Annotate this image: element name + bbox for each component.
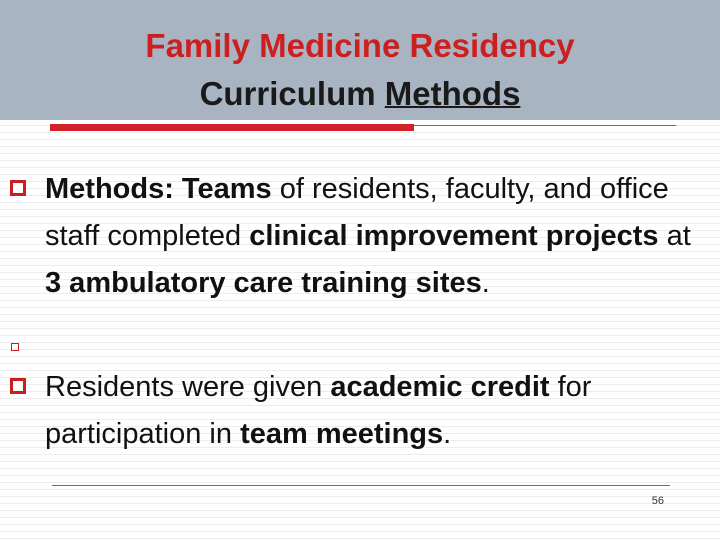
bullet-text-2 <box>45 364 705 458</box>
slide-title-line2 <box>0 75 720 113</box>
bullet-text-1 <box>45 166 705 307</box>
bullet1-segment: 3 ambulatory care training sites <box>45 267 482 299</box>
bullet1-segment: of residents, faculty, and office staff completed <box>45 173 669 252</box>
bullet1-segment: clinical improvement projects <box>249 220 659 252</box>
checkbox-bullet-icon <box>10 378 26 394</box>
title-text-plain: Curriculum <box>199 75 385 112</box>
bullet1-segment: . <box>481 267 490 299</box>
bullet1-segment: Methods: Teams <box>45 173 272 205</box>
title-rule-line <box>414 125 676 126</box>
page-number: 56 <box>651 495 664 507</box>
bullet2-segment: . <box>443 418 452 450</box>
bullet2-segment: academic credit <box>330 371 550 403</box>
bullet2-segment: Residents were given <box>45 371 331 403</box>
title-accent-bar <box>50 124 414 131</box>
bullet2-segment: team meetings <box>240 418 444 450</box>
footer-rule-line <box>52 485 670 486</box>
checkbox-bullet-icon <box>10 180 26 196</box>
title-text-underlined: Methods <box>384 75 521 112</box>
slide-title-line1: Family Medicine Residency <box>145 27 575 64</box>
bullet2-segment: for participation in <box>45 371 592 450</box>
bullet1-segment: at <box>658 220 691 252</box>
empty-bullet-icon <box>11 343 19 351</box>
